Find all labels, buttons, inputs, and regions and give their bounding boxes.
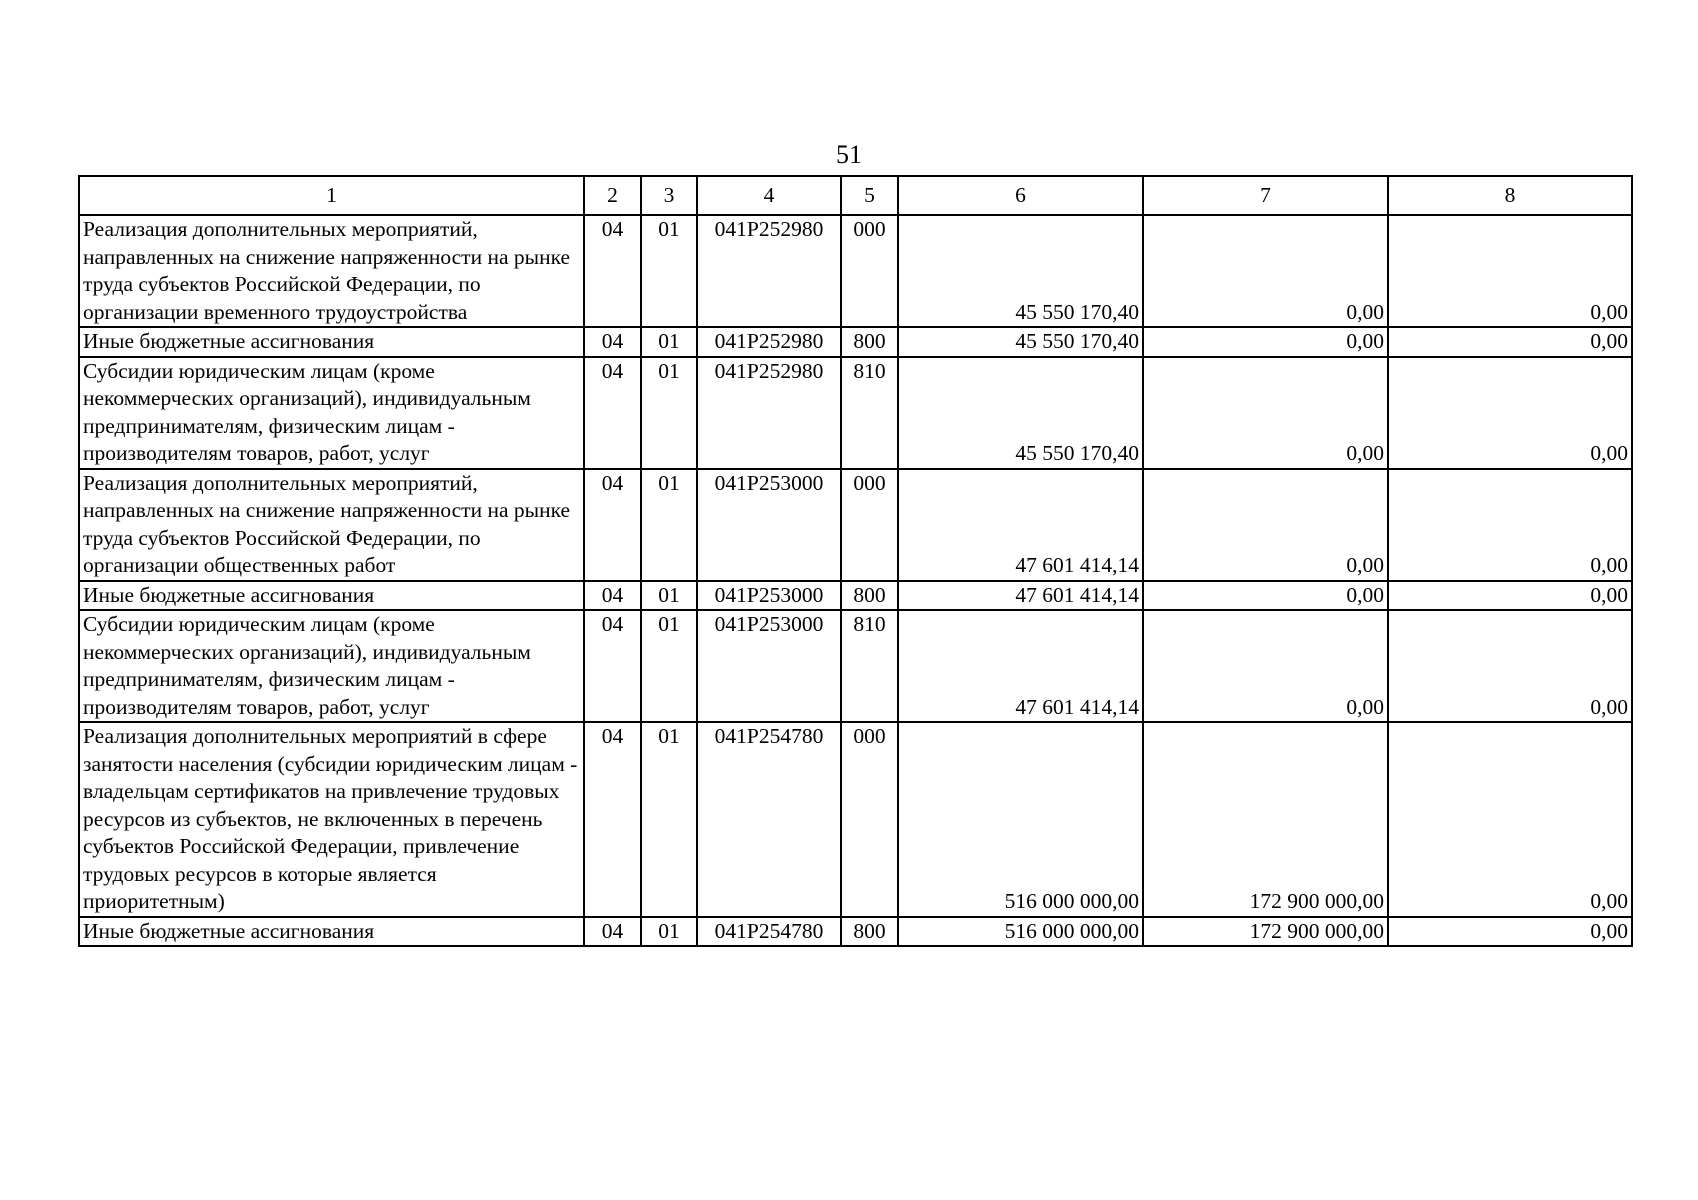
row-col-4: 041P253000 [697, 469, 841, 581]
row-col-5: 810 [841, 357, 898, 469]
row-col-7: 0,00 [1143, 327, 1388, 357]
header-col-3: 3 [641, 176, 697, 215]
row-name: Субсидии юридическим лицам (кроме некоммерческих организаций), индивидуальным предпринимателям, физическим лицам - производителям товаров, работ, услуг [79, 610, 584, 722]
row-name: Иные бюджетные ассигнования [79, 327, 584, 357]
row-col-8: 0,00 [1388, 917, 1632, 947]
page-number: 51 [836, 140, 862, 169]
row-col-3: 01 [641, 327, 697, 357]
table-row [79, 917, 1632, 947]
row-col-5: 810 [841, 610, 898, 722]
row-name: Иные бюджетные ассигнования [79, 917, 584, 947]
row-col-3: 01 [641, 357, 697, 469]
row-name: Субсидии юридическим лицам (кроме некоммерческих организаций), индивидуальным предпринимателям, физическим лицам - производителям товаров, работ, услуг [79, 357, 584, 469]
row-col-8: 0,00 [1388, 357, 1632, 469]
header-col-2: 2 [584, 176, 641, 215]
row-col-4: 041P252980 [697, 327, 841, 357]
row-col-2: 04 [584, 581, 641, 611]
row-col-6: 516 000 000,00 [898, 917, 1143, 947]
row-col-8: 0,00 [1388, 610, 1632, 722]
row-col-6: 45 550 170,40 [898, 357, 1143, 469]
header-col-4: 4 [697, 176, 841, 215]
header-col-6: 6 [898, 176, 1143, 215]
row-col-2: 04 [584, 917, 641, 947]
table-header [79, 176, 1632, 215]
row-col-3: 01 [641, 215, 697, 327]
row-col-6: 47 601 414,14 [898, 469, 1143, 581]
row-col-8: 0,00 [1388, 581, 1632, 611]
row-col-4: 041P253000 [697, 581, 841, 611]
row-col-4: 041P253000 [697, 610, 841, 722]
row-col-2: 04 [584, 215, 641, 327]
header-col-8: 8 [1388, 176, 1632, 215]
row-col-3: 01 [641, 610, 697, 722]
row-col-7: 0,00 [1143, 610, 1388, 722]
row-name: Реализация дополнительных мероприятий, направленных на снижение напряженности на рынке труда субъектов Российской Федерации, по организации общественных работ [79, 469, 584, 581]
row-col-8: 0,00 [1388, 327, 1632, 357]
row-col-6: 516 000 000,00 [898, 722, 1143, 917]
row-col-6: 45 550 170,40 [898, 215, 1143, 327]
row-col-6: 47 601 414,14 [898, 610, 1143, 722]
table-row [79, 327, 1632, 357]
row-col-2: 04 [584, 469, 641, 581]
table-body [79, 215, 1632, 946]
header-row [79, 176, 1632, 215]
row-name: Иные бюджетные ассигнования [79, 581, 584, 611]
row-col-7: 172 900 000,00 [1143, 722, 1388, 917]
row-col-5: 000 [841, 722, 898, 917]
row-col-8: 0,00 [1388, 215, 1632, 327]
row-col-7: 0,00 [1143, 581, 1388, 611]
row-col-6: 45 550 170,40 [898, 327, 1143, 357]
row-col-3: 01 [641, 581, 697, 611]
table-row [79, 722, 1632, 917]
row-name: Реализация дополнительных мероприятий, направленных на снижение напряженности на рынке труда субъектов Российской Федерации, по организации временного трудоустройства [79, 215, 584, 327]
row-col-5: 000 [841, 215, 898, 327]
row-col-7: 172 900 000,00 [1143, 917, 1388, 947]
row-col-2: 04 [584, 327, 641, 357]
header-col-7: 7 [1143, 176, 1388, 215]
header-col-5: 5 [841, 176, 898, 215]
row-col-7: 0,00 [1143, 357, 1388, 469]
row-col-7: 0,00 [1143, 215, 1388, 327]
table-row [79, 357, 1632, 469]
row-col-4: 041P252980 [697, 215, 841, 327]
table-row [79, 215, 1632, 327]
budget-table [78, 175, 1633, 947]
row-col-5: 000 [841, 469, 898, 581]
row-col-2: 04 [584, 357, 641, 469]
row-name: Реализация дополнительных мероприятий в сфере занятости населения (субсидии юридическим лицам - владельцам сертификатов на привлечение трудовых ресурсов из субъектов, не включенных в перечень субъектов Российской Федерации, привлечение трудовых ресурсов в которые является приоритетным) [79, 722, 584, 917]
row-col-3: 01 [641, 722, 697, 917]
row-col-8: 0,00 [1388, 722, 1632, 917]
row-col-5: 800 [841, 327, 898, 357]
row-col-2: 04 [584, 610, 641, 722]
row-col-5: 800 [841, 581, 898, 611]
row-col-4: 041P254780 [697, 917, 841, 947]
row-col-6: 47 601 414,14 [898, 581, 1143, 611]
table-row [79, 581, 1632, 611]
header-col-1: 1 [79, 176, 584, 215]
row-col-8: 0,00 [1388, 469, 1632, 581]
table-row [79, 610, 1632, 722]
row-col-4: 041P252980 [697, 357, 841, 469]
row-col-7: 0,00 [1143, 469, 1388, 581]
row-col-4: 041P254780 [697, 722, 841, 917]
row-col-5: 800 [841, 917, 898, 947]
row-col-3: 01 [641, 469, 697, 581]
row-col-2: 04 [584, 722, 641, 917]
row-col-3: 01 [641, 917, 697, 947]
table-row [79, 469, 1632, 581]
